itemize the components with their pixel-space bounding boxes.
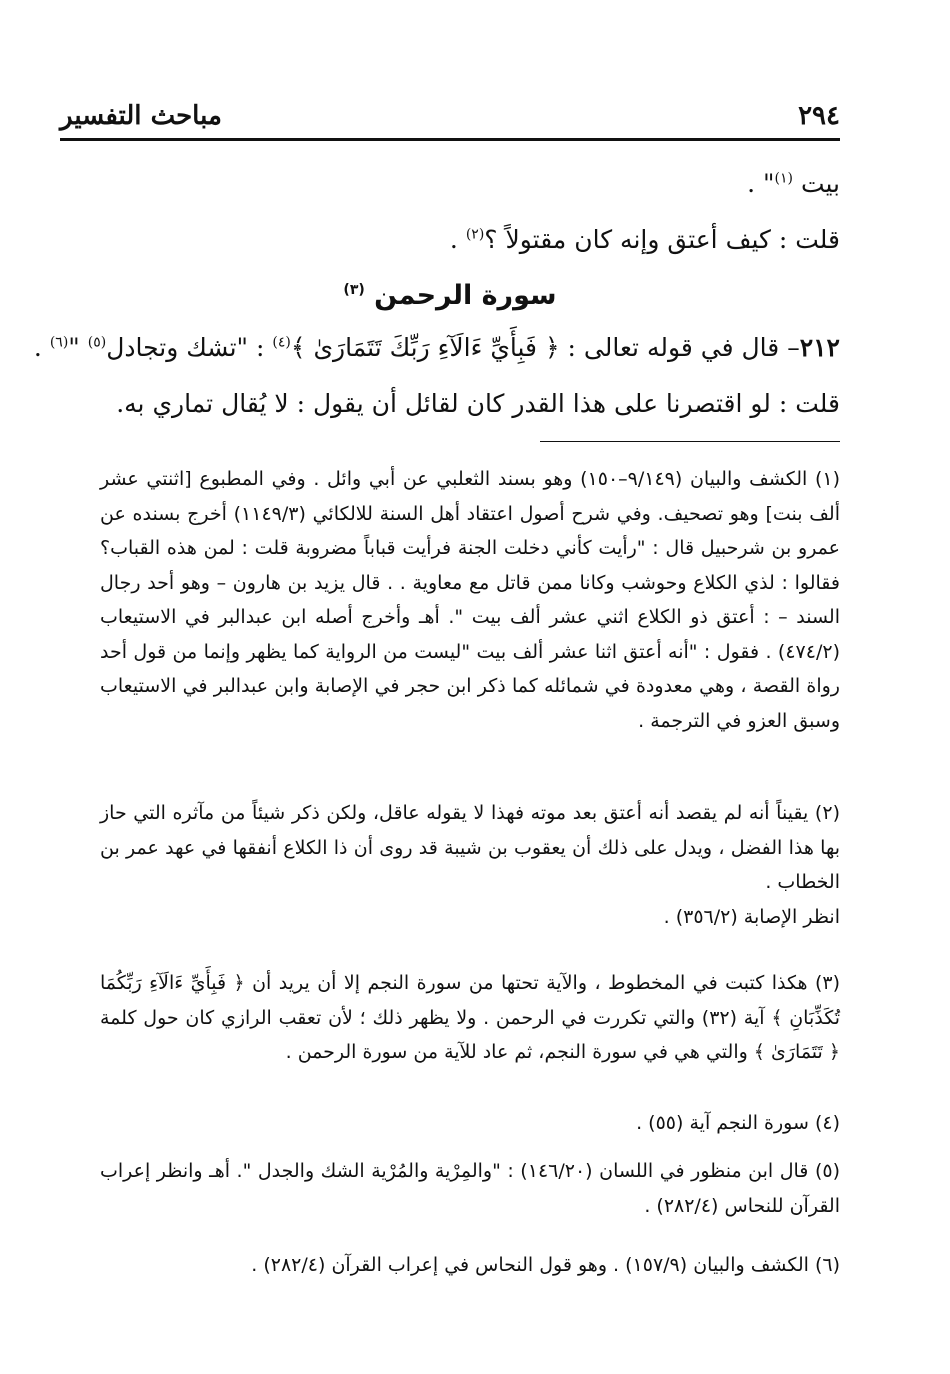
footnote-ref-2: (٢): [465, 226, 485, 243]
page-header: [60, 98, 840, 134]
footnote-separator: [540, 441, 840, 442]
page-number: ٢٩٤: [798, 101, 840, 131]
footnote-4: (٤) سورة النجم آية (٥٥) .: [636, 1112, 840, 1134]
footnote-ref-1: (١): [774, 170, 793, 187]
footnote-2-reference: انظر الإصابة (٣٥٦/٢) .: [663, 905, 840, 928]
entry-number: ٢١٢: [799, 333, 840, 362]
footnote-ref-5: (٥): [87, 334, 107, 351]
footnote-3: (٣) هكذا كتبت في المخطوط ، والآية تحتها من سورة النجم إلا أن يريد أن ﴿ فَبِأَيِّ ءَالَآءِ رَبِّكُمَا تُكَذِّبَانِ ﴾ آية (٣٢) والتي تكررت في الرحمن . ولا يظهر ذلك ؛ لأن تعقب الرازي كان حول كلمة ﴿ تَتَمَارَىٰ ﴾ والتي هي في سورة النجم، ثم عاد للآية من سورة الرحمن .: [100, 972, 841, 1063]
footnote-ref-6: (٦): [49, 334, 69, 351]
main-line-4: قلت : لو اقتصرنا على هذا القدر كان لقائل أن يقول : لا يُقال تماري به.: [116, 389, 840, 418]
footnote-6: (٦) الكشف والبيان (١٥٧/٩) . وهو قول النحاس في إعراب القرآن (٢٨٢/٤) .: [251, 1254, 840, 1276]
footnote-ref-3: (٣): [343, 282, 365, 298]
running-title: مباحث التفسير: [60, 101, 222, 131]
header-rule: [60, 138, 840, 141]
footnote-2: (٢) يقيناً أنه لم يقصد أنه أعتق بعد موته فهذا لا يقوله عاقل، ولكن ذكر شيئاً من مآثره التي حاز بها هذا الفضل ، ويدل على ذلك أن يعقوب بن شيبة قد روى أن ذا الكلاع أنفقها في عهد عمر بن الخطاب . انظر الإصابة (٣٥٦/٢) .: [100, 802, 840, 928]
footnote-ref-4: (٤): [272, 334, 291, 351]
footnote-1: (١) الكشف والبيان (٩/١٤٩–١٥٠) وهو بسند الثعلبي عن أبي وائل . وفي المطبوع [اثنتي عشر ألف بنت] وهو تصحيف. وفي شرح أصول اعتقاد أهل السنة للالكائي (١١٤٩/٣) أخرج بسنده عن عمرو بن شرحبيل قال : "رأيت كأني دخلت الجنة فرأيت قباباً مضروبة قلت : لمن هذه القباب؟ فقالوا : لذي الكلاع وحوشب وكانا ممن قاتل مع معاوية . . قال يزيد بن هارون – وهو أحد رجال السند – : أعتق ذو الكلاع اثني عشر ألف بيت ". أهـ وأخرج أصله ابن عبدالبر في الاستيعاب (٤٧٤/٢) . فقول : "أنه أعتق اثنا عشر ألف بيت "ليست من الرواية كما يظهر وإنما من قول أحد رواة القصة ، وهي معدودة في شمائله كما ذكر ابن حجر في الإصابة وابن عبدالبر في الاستيعاب وسبق العزو في الترجمة .: [100, 468, 840, 732]
main-line-1: بيت $^{(١)}$" .: [747, 169, 840, 198]
entry-line: ٢١٢– قال في قوله تعالى : ﴿ فَبِأَيِّ ءَالَآءِ رَبِّكَ تَتَمَارَىٰ ﴾$^{(٤)}$ : "تشك وتجادل$^{(٥)}$ "$^{(٦)}$ .: [33, 333, 840, 362]
surah-heading: سورة الرحمن $^{(٣)}$: [343, 280, 557, 311]
footnote-5: (٥) قال ابن منظور في اللسان (١٤٦/٢٠) : "والمِرْية والمُرْية الشك والجدل ". أهـ وانظر إعراب القرآن للنحاس (٢٨٢/٤) .: [100, 1160, 840, 1217]
main-line-2: قلت : كيف أعتق وإنه كان مقتولاً ؟$^{(٢)}$ .: [449, 225, 840, 254]
